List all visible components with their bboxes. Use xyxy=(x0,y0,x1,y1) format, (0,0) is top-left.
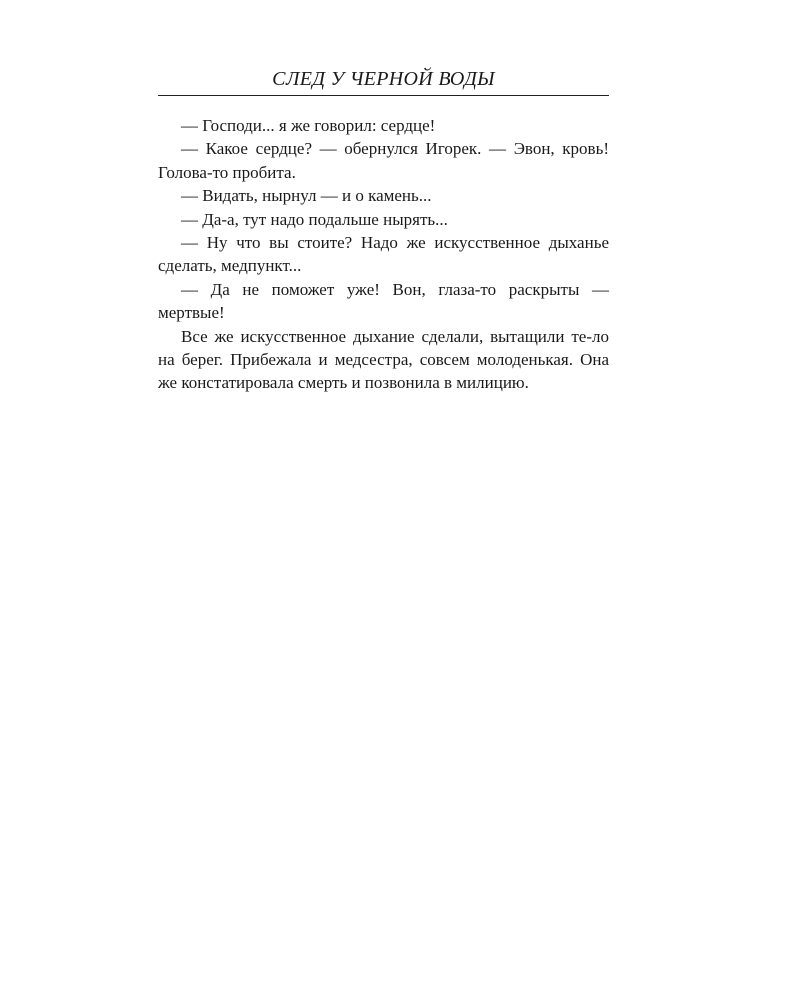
paragraph-4: — Да-а, тут надо подальше нырять... xyxy=(181,209,448,229)
running-head: СЛЕД У ЧЕРНОЙ ВОДЫ xyxy=(158,66,609,96)
paragraph-2: — Какое сердце? — обернулся Игорек. — Эвон, кровь! Голова-то пробита. xyxy=(158,139,609,182)
paragraph-5: — Ну что вы стоите? Надо же искусственное дыханье сделать, медпункт... xyxy=(158,233,609,276)
book-page xyxy=(158,66,609,395)
paragraph-3: — Видать, нырнул — и о камень... xyxy=(181,186,432,206)
paragraph-7: Все же искусственное дыхание сделали, вытащили те-ло на берег. Прибежала и медсестра, совсем молоденькая. Она же констатировала смерть и позвонила в милицию. xyxy=(158,326,609,393)
paragraph-6: — Да не поможет уже! Вон, глаза-то раскрыты — мертвые! xyxy=(158,279,609,323)
body-text xyxy=(158,114,609,395)
paragraph-1: — Господи... я же говорил: сердце! xyxy=(181,116,436,135)
